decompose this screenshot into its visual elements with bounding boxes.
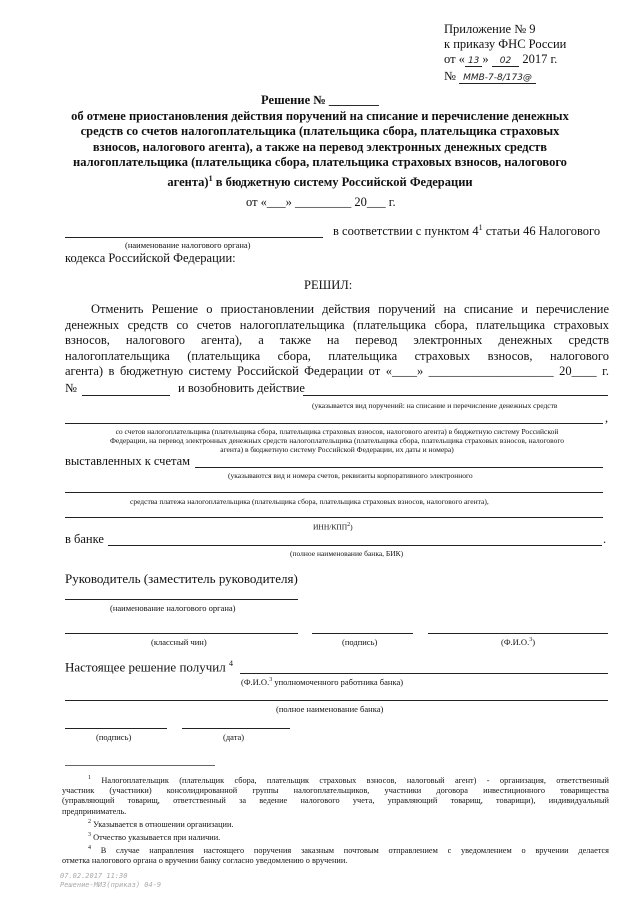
order-type-caption-block: со счетов налогоплательщика (плательщика сбора, плательщика страховых взносов, налогового агента) в бюджетную систему Российской Федерации, на перевод электронных денежных средств налогоплательщика (плательщика сбора, плательщика страховых взносов, налогового агента) в бюджетную систему Российской Федерации, их даты и номера) (109, 427, 565, 454)
head-sign-line (312, 633, 413, 634)
received-sign-caption: (подпись) (96, 732, 132, 742)
footnote-separator (65, 765, 215, 766)
authority-text: в соответствии с пунктом $4^1$ статьи 46 Налогового (333, 223, 601, 239)
appendix-month: 02 (492, 56, 519, 67)
received-fio-line (240, 673, 608, 674)
authority-name-line (65, 237, 323, 238)
inn-caption: ИНН/КПП$^2$) (313, 522, 353, 532)
print-stamp: 07.02.2017 11:30 Решение-МИЗ(приказ) 04-9 (60, 872, 162, 889)
appendix-number-value: ММВ-7-8/173@ (459, 73, 536, 84)
accounts-line-1 (195, 467, 603, 468)
bank-line (108, 545, 602, 546)
order-type-caption-1: (указывается вид поручений: на списание и перечисление денежных средств (312, 401, 558, 410)
decided-heading: РЕШИЛ: (304, 278, 353, 292)
accounts-caption-1: (указываются вид и номера счетов, реквизиты корпоративного электронного (228, 471, 473, 480)
accounts-label: выставленных к счетам (65, 454, 191, 468)
head-label: Руководитель (заместитель руководителя) (65, 571, 298, 586)
footnote-4: $^4$ В случае направления настоящего поручения заказным почтовым отправлением с уведомлением о вручении делается отметка налогового органа о вручении банку согласно уведомлению о вручении. (62, 845, 609, 866)
main-paragraph: Отменить Решение о приостановлении действия поручений на списание и перечисление денежных средств со счетов налогоплательщика (плательщика сбора, плательщика страховых взносов, налогового агента), а также на перевод электронных денежных средств налогоплательщика (плательщика сбора, плательщика страховых взносов, налогового агента) в бюджетную систему Российской Федерации от «____» ____________________ 20____ г. (65, 302, 609, 378)
decision-number-line (82, 395, 170, 396)
bank-caption: (полное наименование банка, БИК) (290, 549, 404, 558)
accounts-line-2 (65, 492, 603, 493)
head-fio-line (428, 633, 608, 634)
head-rank-line (65, 633, 298, 634)
appendix-date: от « 13 » 02 2017 г. (444, 52, 558, 66)
title-number: Решение № ________ (261, 93, 379, 107)
footnote-3: $^3$ Отчество указывается при наличии. (88, 832, 221, 842)
bank-label: в банке (65, 532, 104, 546)
footnotes (62, 773, 609, 866)
head-org-caption: (наименование налогового органа) (110, 603, 236, 613)
received-fio-caption: (Ф.И.О.$^3$ уполномоченного работника банка) (241, 677, 404, 687)
period: . (603, 532, 607, 546)
appendix-number: № ММВ-7-8/173@ (444, 69, 624, 86)
order-type-line-1 (303, 395, 608, 396)
head-sign-caption: (подпись) (342, 637, 378, 647)
received-label: Настоящее решение получил $^4$ (65, 659, 233, 675)
appendix-day: 13 (465, 56, 482, 67)
resume-text: и возобновить действие (178, 381, 305, 395)
decision-date: от «___» _________ 20___ г. (246, 195, 396, 209)
accounts-line-3 (65, 517, 603, 518)
head-org-line (65, 599, 298, 600)
head-rank-caption: (классный чин) (151, 637, 207, 647)
decision-number-prefix: № (65, 381, 77, 395)
authority-caption: (наименование налогового органа) (125, 240, 251, 250)
received-sign-line (65, 728, 167, 729)
footnote-1: $^1$ Налогоплательщик (плательщик сбора, плательщик страховых взносов, налоговый агент) - организация, ответственный участник (участники) консолидированной группы налогоплательщиков, участники договора инвестиционного товарищества (управляющий товарищ, ответственный за ведение налогового учета, управляющий товарищ, товарищи), индивидуальный предприниматель. (62, 775, 609, 816)
appendix-order: к приказу ФНС России (444, 37, 567, 51)
received-bank-caption: (полное наименование банка) (276, 704, 384, 714)
head-fio-caption: (Ф.И.О.$^3$) (501, 637, 536, 647)
document-title: Решение № ________ об отмене приостановления действия поручений на списание и перечисление денежных средств со счетов налогоплательщика (плательщика сбора, плательщика страховых взносов, налогового агента), а также на перевод электронных денежных средств налогоплательщика (плательщика сбора, плательщика страховых взносов, налогового агента)$^1$ в бюджетную систему Российской Федерации (60, 93, 580, 191)
received-date-caption: (дата) (223, 732, 245, 742)
received-date-line (182, 728, 290, 729)
appendix-title: Приложение № 9 (444, 22, 536, 36)
footnote-2: $^2$ Указывается в отношении организации. (88, 818, 234, 829)
authority-code: кодекса Российской Федерации: (65, 251, 236, 265)
appendix-block (444, 22, 624, 86)
accounts-caption-2: средства платежа налогоплательщика (плательщика сбора, плательщика страховых взносов, налогового агента), (130, 497, 489, 506)
order-type-line-2 (65, 423, 603, 424)
received-bank-line (65, 700, 608, 701)
comma: , (605, 411, 609, 425)
